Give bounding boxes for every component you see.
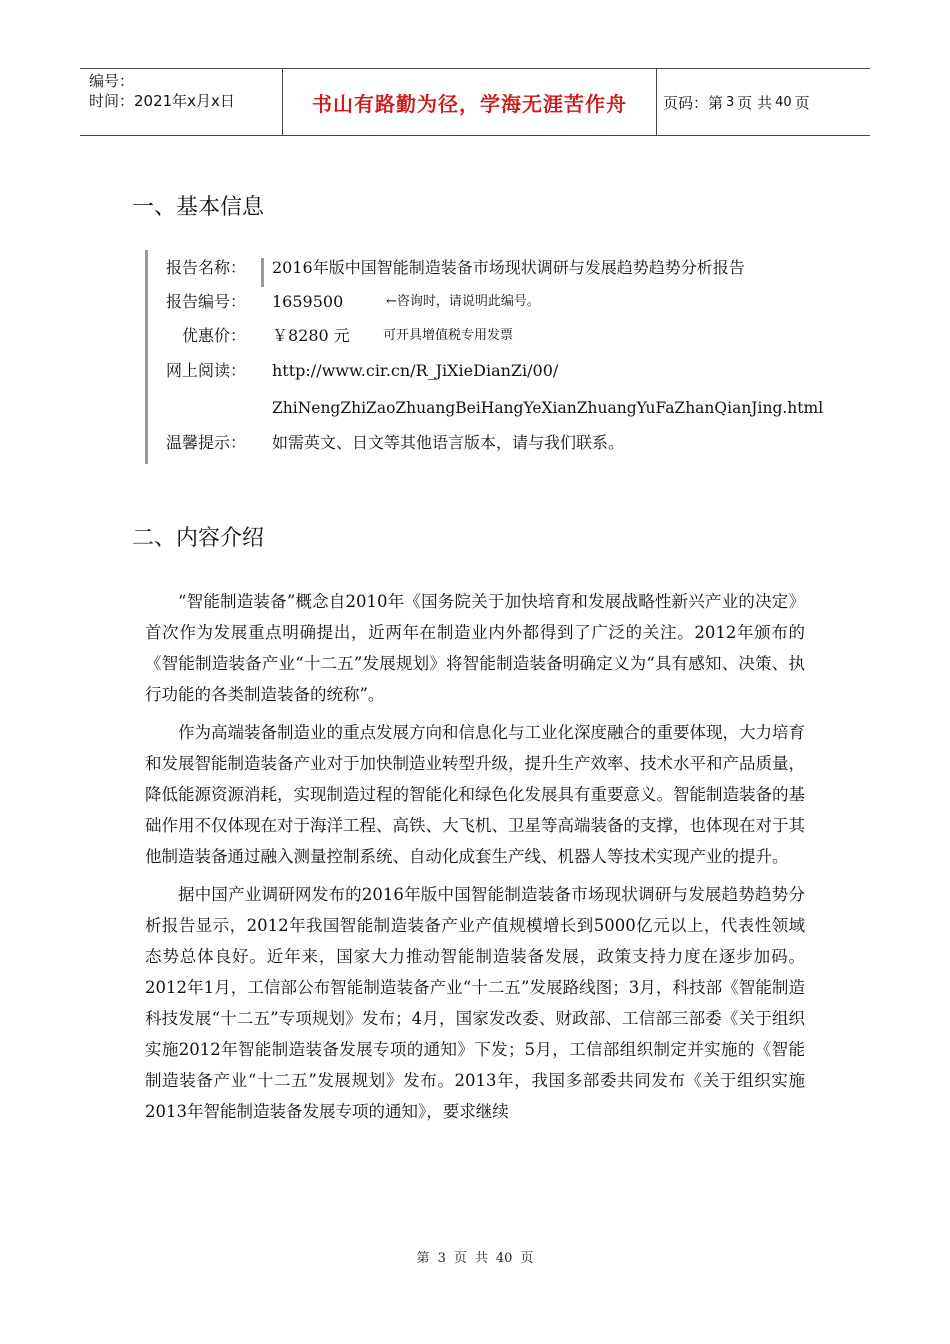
header-meta bbox=[80, 69, 282, 135]
report-no-note: ←咨询时，请说明此编号。 bbox=[386, 294, 540, 309]
page-total: 40 bbox=[775, 94, 792, 110]
footer-prefix: 第 bbox=[416, 1251, 430, 1266]
page-suffix: 页 bbox=[794, 93, 810, 112]
page-current: 3 bbox=[726, 94, 735, 110]
footer-current: 3 bbox=[437, 1251, 446, 1266]
report-no-label: 报告编号： bbox=[166, 292, 247, 311]
paragraph: 作为高端装备制造业的重点发展方向和信息化与工业化深度融合的重要体现，大力培育和发展智能制造装备产业对于加快制造业转型升级，提升生产效率、技术水平和产品质量，降低能源资源消耗，实现制造过程的智能化和绿色化发展具有重要意义。智能制造装备的基础作用不仅体现在对于海洋工程、高铁、大飞机、卫星等高端装备的支撑，也体现在对于其他制造装备通过融入测量控制系统、自动化成套生产线、机器人等技术实现产业的提升。 bbox=[145, 723, 805, 866]
report-no-value: 1659500 bbox=[272, 292, 344, 311]
page-mid: 页 共 bbox=[737, 93, 773, 112]
price-note: 可开具增值税专用发票 bbox=[383, 328, 514, 343]
section-title-basic-info: 一、基本信息 bbox=[132, 195, 265, 220]
header-motto: 书山有路勤为径，学海无涯苦作舟 bbox=[282, 69, 657, 135]
info-row-report-no bbox=[148, 285, 828, 319]
text-cursor-bar bbox=[261, 258, 264, 287]
page-prefix: 页码：第 bbox=[663, 93, 724, 112]
header-page-number bbox=[657, 69, 870, 135]
info-row-tip bbox=[148, 426, 828, 460]
tip-value: 如需英文、日文等其他语言版本，请与我们联系。 bbox=[272, 433, 625, 452]
online-url-line-1[interactable]: http://www.cir.cn/R_JiXieDianZi/00/ bbox=[272, 361, 559, 380]
section-title-content: 二、内容介绍 bbox=[132, 526, 265, 551]
page-header bbox=[80, 68, 870, 136]
info-row-online-cont bbox=[148, 391, 828, 425]
online-url-line-2[interactable]: ZhiNengZhiZaoZhuangBeiHangYeXianZhuangYuFaZhanQianJing.html bbox=[272, 399, 824, 417]
paragraph: “智能制造装备”概念自2010年《国务院关于加快培育和发展战略性新兴产业的决定》首次作为发展重点明确提出，近两年在制造业内外都得到了广泛的关注。2012年颁布的《智能制造装备产业“十二五”发展规划》将智能制造装备明确定义为“具有感知、决策、执行功能的各类制造装备的统称”。 bbox=[145, 592, 805, 704]
info-row-price bbox=[148, 319, 828, 353]
report-name-label: 报告名称： bbox=[166, 258, 247, 277]
tip-label: 温馨提示： bbox=[166, 433, 247, 452]
info-row-report-name bbox=[148, 251, 828, 285]
info-row-online bbox=[148, 354, 828, 388]
paragraph: 据中国产业调研网发布的2016年版中国智能制造装备市场现状调研与发展趋势趋势分析报告显示，2012年我国智能制造装备产业产值规模增长到5000亿元以上，代表性领域态势总体良好。近年来，国家大力推动智能制造装备发展，政策支持力度在逐步加码。2012年1月，工信部公布智能制造装备产业“十二五”发展路线图；3月，科技部《智能制造科技发展“十二五”专项规划》发布；4月，国家发改委、财政部、工信部三部委《关于组织实施2012年智能制造装备发展专项的通知》下发；5月，工信部组织制定并实施的《智能制造装备产业“十二五”发展规划》发布。2013年，我国多部委共同发布《关于组织实施2013年智能制造装备发展专项的通知》，要求继续 bbox=[145, 885, 805, 1121]
date-label: 时间：2021年x月x日 bbox=[89, 92, 235, 110]
serial-label: 编号： bbox=[89, 72, 135, 90]
price-label: 优惠价： bbox=[181, 326, 246, 345]
content-body bbox=[145, 586, 805, 1134]
footer-mid2: 共 bbox=[474, 1251, 488, 1266]
footer-mid1: 页 bbox=[453, 1251, 467, 1266]
report-name-value: 2016年版中国智能制造装备市场现状调研与发展趋势趋势分析报告 bbox=[272, 258, 745, 277]
online-label: 网上阅读： bbox=[166, 361, 247, 380]
basic-info-block bbox=[145, 250, 825, 464]
footer-suffix: 页 bbox=[520, 1251, 534, 1266]
price-value: ￥8280 元 bbox=[272, 326, 350, 345]
footer-total: 40 bbox=[495, 1251, 513, 1266]
page-footer bbox=[0, 1247, 950, 1266]
